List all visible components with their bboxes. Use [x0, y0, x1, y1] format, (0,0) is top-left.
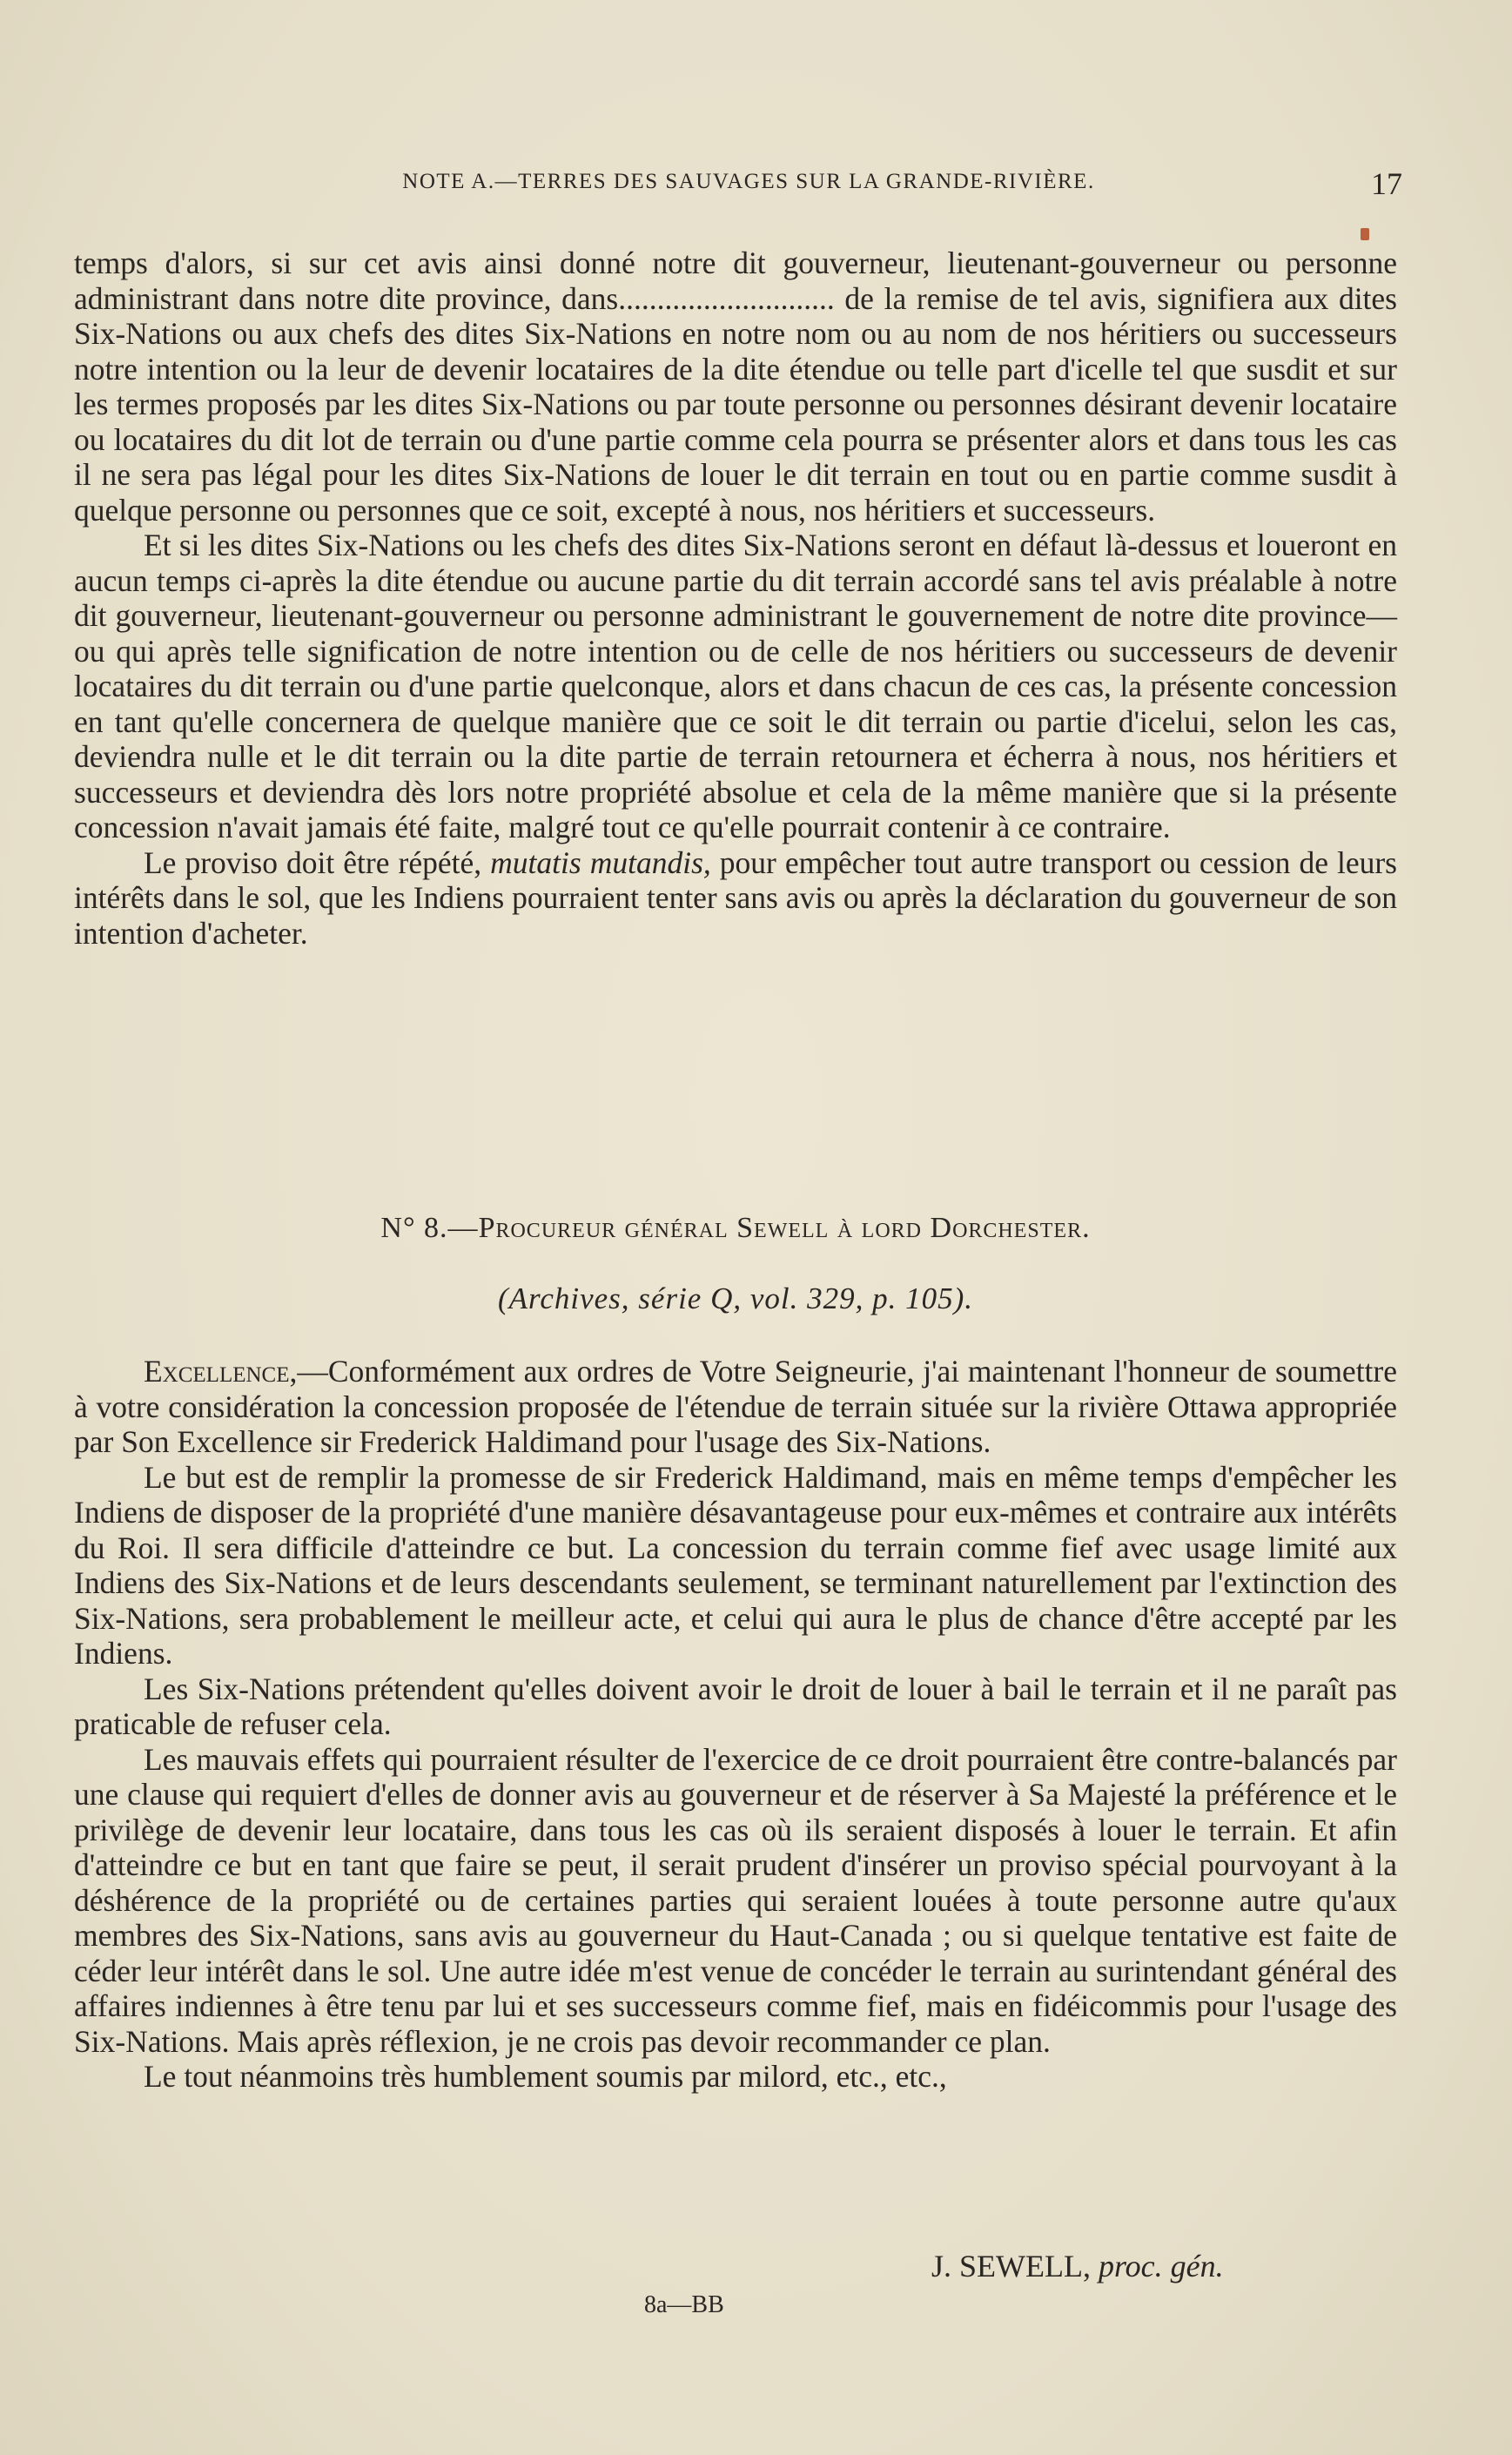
- signature: [931, 2248, 1224, 2284]
- paragraph: Le but est de remplir la promesse de sir Frederick Haldimand, mais en même temps d'empêcher les Indiens de disposer de la propriété d'une manière désavantageuse pour eux-mêmes et contraire aux intérêts du Roi. Il sera difficile d'atteindre ce but. La concession du terrain comme fief avec usage limité aux Indiens des Six-Nations et de leurs descendants seulement, se terminant naturellement par l'extinction des Six-Nations, sera probablement le meilleur acte, et celui qui aura le plus de chance d'être accepté par les Indiens.: [74, 1459, 1397, 1671]
- paragraph: Les mauvais effets qui pourraient résulter de l'exercice de ce droit pourraient être contre-balancés par une clause qui requiert d'elles de donner avis au gouverneur et de réserver à Sa Majesté la préférence et le privilège de devenir leur locataire, dans tous les cas où ils seraient disposés à louer le terrain. Et afin d'atteindre ce but en tant que faire se peut, il serait prudent d'insérer un proviso spécial pourvoyant à la déshérence de la propriété ou de certaines parties qui seraient louées à toute personne autre qu'aux membres des Six-Nations, sans avis au gouverneur du Haut-Canada ; ou si quelque tentative est faite de céder leur intérêt dans le sol. Une autre idée m'est venue de concéder le terrain au surintendant général des affaires indiennes à être tenu par lui et ses successeurs comme fief, mais en fidéicommis pour l'usage des Six-Nations. Mais après réflexion, je ne crois pas devoir recommander ce plan.: [74, 1741, 1397, 2059]
- salutation: Excellence,: [144, 1354, 298, 1389]
- signature-mark: 8a—BB: [644, 2291, 724, 2318]
- paragraph: Les Six-Nations prétendent qu'elles doivent avoir le droit de louer à bail le terrain et il ne paraît pas praticable de refuser cela.: [74, 1671, 1397, 1741]
- section-source: (Archives, série Q, vol. 329, p. 105).: [497, 1281, 974, 1315]
- paragraph: temps d'alors, si sur cet avis ainsi donné notre dit gouverneur, lieutenant-gouverneur ou personne administrant dans notre dite province, dans............................ de la remise de tel avis, signifiera aux dites Six-Nations ou aux chefs des dites Six-Nations en notre nom ou au nom de nos héritiers ou successeurs notre intention ou la leur de devenir locataires de la dite étendue ou telle part d'icelle tel que susdit et sur les termes proposés par les dites Six-Nations ou par toute personne ou personnes désirant devenir locataire ou locataires du dit lot de terrain ou d'une partie comme cela pourra se présenter alors et dans tous les cas il ne sera pas légal pour les dites Six-Nations de louer le dit terrain en tout ou en partie comme susdit à quelque personne ou personnes que ce soit, excepté à nous, nos héritiers et successeurs.: [74, 246, 1397, 528]
- running-head: NOTE A.—TERRES DES SAUVAGES SUR LA GRANDE-RIVIÈRE.: [402, 170, 1095, 193]
- paragraph: Et si les dites Six-Nations ou les chefs des dites Six-Nations seront en défaut là-dessus et loueront en aucun temps ci-après la dite étendue ou aucune partie du dit terrain accordé sans tel avis préalable à notre dit gouverneur, lieutenant-gouverneur ou personne administrant le gouvernement de notre dite province—ou qui après telle signification de notre intention ou de celle de nos héritiers ou successeurs de devenir locataires du dit terrain ou d'une partie quelconque, alors et dans chacun de ces cas, la présente concession en tant qu'elle concernera de quelque manière que ce soit le dit terrain ou partie d'icelui, selon les cas, deviendra nulle et le dit terrain ou la dite partie de terrain retournera et écherra à nous, nos héritiers et successeurs et deviendra dès lors notre propriété absolue et cela de la même manière que si la présente concession n'avait jamais été faite, malgré tout ce qu'elle pourrait contenir à ce contraire.: [74, 528, 1397, 844]
- closing-line: Le tout néanmoins très humblement soumis par milord, etc., etc.,: [144, 2059, 947, 2094]
- section-number: N° 8.—: [380, 1212, 479, 1244]
- signature-name: J. SEWELL,: [931, 2249, 1091, 2283]
- paragraph-proviso: Le proviso doit être répété, mutatis mutandis, pour empêcher tout autre transport ou cession de leurs intérêts dans le sol, que les Indiens pourraient tenter sans avis ou après la déclaration du gouverneur de son intention d'acheter.: [74, 844, 1397, 951]
- signature-title: proc. gén.: [1098, 2249, 1224, 2283]
- section-heading: [74, 1212, 1397, 1245]
- section-title: Procureur général Sewell à lord Dorchester.: [478, 1212, 1091, 1244]
- paragraph: Excellence,—Conformément aux ordres de Votre Seigneurie, j'ai maintenant l'honneur de soumettre à votre considération la concession proposée de l'étendue de terrain située sur la rivière Ottawa appropriée par Son Excellence sir Frederick Haldimand pour l'usage des Six-Nations.: [74, 1354, 1397, 1459]
- letter-body: [74, 1354, 1397, 2095]
- continuation-text: [74, 246, 1397, 951]
- ink-mark: [1361, 228, 1369, 240]
- page-number: 17: [1371, 166, 1402, 201]
- latin-phrase: mutatis mutandis,: [490, 844, 711, 880]
